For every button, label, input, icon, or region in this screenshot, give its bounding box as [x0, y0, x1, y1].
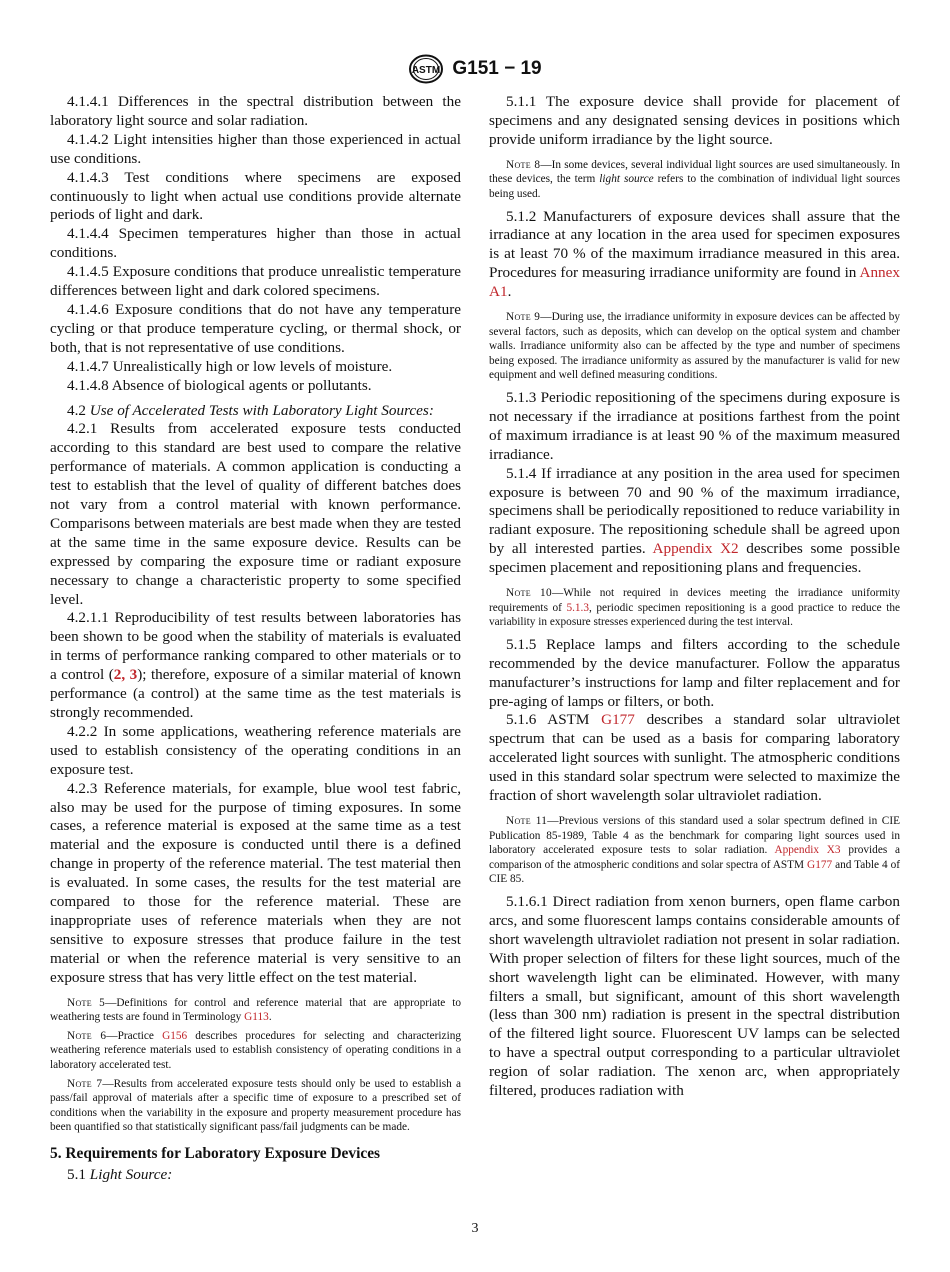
- left-column: [50, 93, 461, 1185]
- note-10: [489, 586, 900, 630]
- note-5: [50, 996, 461, 1025]
- astm-logo-icon: [408, 54, 444, 84]
- note-5-label: Note 5: [67, 996, 106, 1009]
- subsection-4-2-heading: [50, 402, 461, 421]
- note-6: [50, 1029, 461, 1073]
- note-10-text-a: —While not required in devices meeting the irradiance uniformity requirements of: [489, 587, 900, 614]
- paragraph-4-1-4-8: 4.1.4.8 Absence of biological agents or pollutants.: [67, 376, 372, 394]
- note-9: [489, 310, 900, 383]
- note-7: [50, 1077, 461, 1135]
- note-11-label: Note 11: [506, 815, 548, 827]
- paragraph-5-1-4: [489, 465, 900, 578]
- paragraph-5-1-5: 5.1.5 Replace lamps and filters according to the schedule recommended by the device manufacturer. Follow the apparatus manufacturer’s instructions for lamp and filter replacement and for pre-aging of lamps or filters, or both.: [489, 635, 900, 710]
- paragraph-5-1-2-text-a: 5.1.2 Manufacturers of exposure devices shall assure that the irradiance at any location in the area used for specimen exposures is at least 70 % of the maximum irradiance measured in this area. Procedures for measuring irradiance uniformity are found in: [489, 207, 900, 282]
- paragraph-5-1-4-text-a: 5.1.4 If irradiance at any position in the area used for specimen exposure is between 70 and 90 % of the maximum irradiance, specimens shall be periodically repositioned to reduce variability in radiant exposure. The repositioning schedule shall be agreed upon by all interested parties.: [489, 464, 900, 558]
- note-5-text-b: .: [268, 1011, 272, 1024]
- note-11-text-b: provides a comparison of the atmospheric conditions and solar spectra of ASTM: [489, 844, 901, 871]
- svg-text:ASTM: ASTM: [412, 65, 441, 76]
- subsection-5-1-title: Light Source:: [89, 1165, 173, 1183]
- note-9-label: Note 9: [506, 311, 541, 324]
- note-11-text-c: and Table 4 of CIE 85.: [489, 858, 900, 886]
- paragraph-5-1-1: 5.1.1 The exposure device shall provide for placement of specimens and any designated sensing devices in positions which provide uniform irradiance by the light source.: [489, 93, 900, 148]
- paragraph-4-1-4-4: 4.1.4.4 Specimen temperatures higher than those in actual conditions.: [50, 225, 461, 262]
- note-5-text-a: —Definitions for control and reference material that are appropriate to weathering tests are found in Terminology: [50, 996, 462, 1024]
- paragraph-5-1-3: 5.1.3 Periodic repositioning of the specimens during exposure is not necessary if the irradiance at positions farthest from the point of maximum irradiance is at least 90 % of the maximum measured irradiance.: [489, 389, 900, 463]
- paragraph-4-1-4-3: 4.1.4.3 Test conditions where specimens are exposed continuously to light when actual use conditions provide alternate periods of light and dark.: [50, 168, 461, 224]
- note-10-label: Note 10: [506, 587, 552, 600]
- paragraph-4-2-1-1: [50, 609, 461, 722]
- reference-link-2-3[interactable]: 2, 3: [113, 666, 138, 684]
- link-appendix-x2[interactable]: Appendix X2: [652, 540, 739, 558]
- paragraph-4-1-4-1: 4.1.4.1 Differences in the spectral distribution between the laboratory light source and solar radiation.: [50, 93, 461, 129]
- paragraph-5-1-6-text-b: describes a standard solar ultraviolet spectrum that can be used as a basis for comparing laboratory accelerated light sources with sunlight. The atmospheric conditions used in this standard solar spectrum were selected to maximize the fraction of short wavelength solar ultraviolet radiation.: [489, 711, 900, 805]
- note-10-text-b: , periodic specimen repositioning is a good practice to reduce the variability in exposure stresses experienced during the test interval.: [489, 601, 900, 629]
- paragraph-4-2-3: 4.2.3 Reference materials, for example, blue wool test fabric, also may be used for the purpose of timing exposures. In some cases, a reference material is exposed at the same time as a test material and the exposure is conducted until there is a defined change in property of the reference material. The test material then is evaluated. In some cases, the results for the test material are compared to those for the reference material. These are inappropriate uses of reference materials when they are not sensitive to exposure stresses that produce failure in the test material or when the reference material is very sensitive to an exposure stress that has very little effect on the test material.: [50, 779, 461, 986]
- paragraph-4-2-2: 4.2.2 In some applications, weathering reference materials are used to establish consistency of the operating conditions in an exposure test.: [50, 722, 461, 778]
- note-6-text-a: —Practice: [106, 1029, 163, 1042]
- note-7-label: Note 7: [67, 1077, 103, 1090]
- link-5-1-3[interactable]: 5.1.3: [566, 601, 590, 614]
- document-id: G151 − 19: [452, 58, 542, 79]
- link-annex-a1[interactable]: Annex A1: [489, 264, 900, 301]
- subsection-5-1-number: 5.1: [67, 1165, 86, 1183]
- paragraph-5-1-6-text-a: 5.1.6 ASTM: [506, 711, 602, 729]
- note-11: [489, 814, 900, 887]
- note-9-text: —During use, the irradiance uniformity in exposure devices can be affected by several factors, such as deposits, which can develop on the optical system and chamber walls. Irradiance uniformity also can be affected by the type and number of specimens being exposed. The irradiance uniformity as assured by the manufacturer is valid for new equipment and well defined measuring conditions.: [489, 311, 900, 382]
- paragraph-4-1-4-5: 4.1.4.5 Exposure conditions that produce unrealistic temperature differences between light and dark colored specimens.: [50, 263, 461, 300]
- link-appendix-x3[interactable]: Appendix X3: [774, 844, 841, 857]
- subsection-4-2-title: Use of Accelerated Tests with Laboratory Light Sources:: [89, 401, 434, 419]
- page-number: 3: [471, 1221, 479, 1236]
- paragraph-5-1-6: [489, 711, 900, 806]
- note-8-text-a: —In some devices, several individual light sources are used simultaneously. In these devices, the term: [489, 158, 900, 186]
- paragraph-4-2-1-1-text-b: ); therefore, exposure of a similar material of known performance (a control) at the same time as the test materials is strongly recommended.: [50, 666, 461, 721]
- note-11-text-a: —Previous versions of this standard used a solar spectrum defined in CIE Publication 85-1989, Table 4 as the benchmark for comparing light sources used in laboratory accelerated exposure tests to solar radiation.: [489, 815, 900, 857]
- subsection-5-1-heading: [50, 1166, 461, 1185]
- paragraph-5-1-2: [489, 208, 900, 303]
- note-8-text-b: refers to the combination of individual light sources being used.: [489, 173, 900, 200]
- paragraph-4-1-4-6: 4.1.4.6 Exposure conditions that do not have any temperature cycling or that produce temperature cycling, or thermal shock, or both, that is not representative of use conditions.: [50, 300, 461, 356]
- link-g113[interactable]: G113: [244, 1011, 269, 1024]
- subsection-4-2-number: 4.2: [67, 401, 86, 419]
- paragraph-4-1-4-7: 4.1.4.7 Unrealistically high or low levels of moisture.: [67, 357, 393, 375]
- paragraph-5-1-4-text-b: describes some possible specimen placement and repositioning plans and frequencies.: [489, 540, 900, 577]
- link-g177-note[interactable]: G177: [807, 858, 833, 871]
- right-column: [489, 93, 900, 1101]
- paragraph-5-1-6-1: 5.1.6.1 Direct radiation from xenon burners, open flame carbon arcs, and some fluorescent lamps contains considerable amounts of short wavelength ultraviolet radiation not present in solar radiation. With proper selection of filters for these light sources, much of the short wavelength light can be eliminated. However, with many filters a small, but significant, amount of this short wavelength (less than 300 nm) radiation is present in the spectral distribution of the filtered light source. Fluorescent UV lamps can be selected to have a spectral output corresponding to a particular ultraviolet region of solar radiation. The xenon arc, when appropriately filtered, produces radiation with: [489, 892, 900, 1100]
- paragraph-4-1-4-2: 4.1.4.2 Light intensities higher than those experienced in actual use conditions.: [50, 130, 461, 167]
- note-8-italic-term: light source: [599, 173, 654, 186]
- paragraph-4-2-1-1-text-a: 4.2.1.1 Reproducibility of test results between laboratories has been shown to be good when the stability of materials is evaluated in terms of performance ranking compared to other materials or to a control (: [50, 609, 461, 684]
- note-6-label: Note 6: [67, 1029, 107, 1042]
- link-g156[interactable]: G156: [162, 1029, 188, 1042]
- link-g177[interactable]: G177: [601, 711, 635, 729]
- note-6-text-b: describes procedures for selecting and characterizing weathering reference materials used to establish consistency of operating conditions in a laboratory accelerated test.: [50, 1029, 462, 1071]
- paragraph-5-1-2-text-b: .: [507, 283, 512, 301]
- page-header: [0, 54, 950, 84]
- note-8: [489, 158, 900, 202]
- note-7-text: —Results from accelerated exposure tests should only be used to establish a pass/fail approval of materials after a specific time of exposure to a prescribed set of conditions when the variability in the exposure and property measurement procedure has been quantified so that statistically significant pass/fail judgments can be made.: [50, 1077, 461, 1134]
- note-8-label: Note 8: [506, 158, 541, 171]
- section-5-heading: 5. Requirements for Laboratory Exposure Devices: [50, 1144, 381, 1162]
- paragraph-4-2-1: 4.2.1 Results from accelerated exposure tests conducted according to this standard are best used to compare the relative performance of materials. A common application is conducting a test to establish that the level of quality of different batches does not vary from a control material with known performance. Comparisons between materials are best made when they are tested at the same time in the same exposure device. Results can be expressed by comparing the exposure time or radiant exposure necessary to change a characteristic property to some specified level.: [50, 420, 461, 608]
